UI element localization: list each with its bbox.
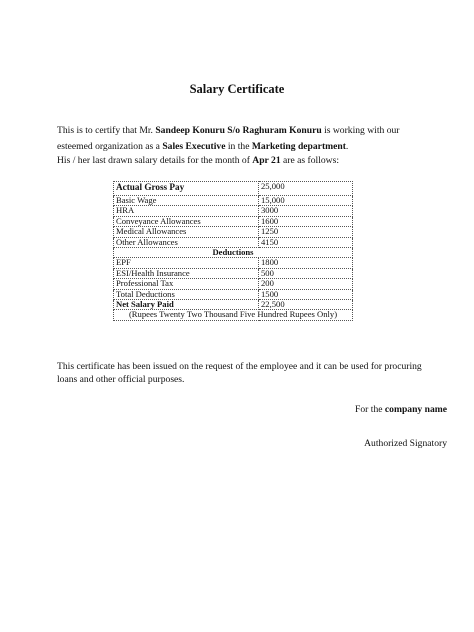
- earning-row: [114, 216, 353, 226]
- gross-row: [114, 182, 353, 196]
- earning-label: Conveyance Allowances: [114, 216, 259, 226]
- gross-value: 25,000: [259, 182, 353, 196]
- amount-in-words-row: [114, 310, 353, 320]
- earning-row: [114, 227, 353, 237]
- designation: Sales Executive: [162, 141, 226, 152]
- document-title: Salary Certificate: [189, 82, 285, 96]
- deductions-header: Deductions: [114, 248, 353, 258]
- salary-month: Apr 21: [252, 155, 281, 166]
- net-label: Net Salary Paid: [114, 300, 259, 310]
- department: Marketing department: [251, 141, 346, 152]
- employee-name: Sandeep Konuru S/o Raghuram Konuru: [155, 125, 322, 136]
- salary-table: [113, 181, 353, 321]
- deduction-row: [114, 268, 353, 278]
- net-row: [114, 300, 353, 310]
- deduction-value: 500: [259, 268, 353, 278]
- deduction-value: 200: [259, 279, 353, 289]
- company-name: company name: [384, 404, 447, 415]
- intro-text: esteemed organization as a: [57, 141, 163, 152]
- earning-label: Medical Allowances: [114, 227, 259, 237]
- deduction-value: 1500: [259, 289, 353, 299]
- earning-value: 1250: [259, 227, 353, 237]
- earning-value: 3000: [259, 206, 353, 216]
- earning-value: 1600: [259, 216, 353, 226]
- deduction-label: EPF: [114, 258, 259, 268]
- intro-text: This is to certify that Mr.: [57, 125, 156, 136]
- earning-value: 15,000: [259, 196, 353, 206]
- deduction-row: [114, 279, 353, 289]
- deduction-value: 1800: [259, 258, 353, 268]
- earning-value: 4150: [259, 237, 353, 247]
- intro-text: is working with our: [321, 125, 400, 136]
- closing-line-1: This certificate has been issued on the request of the employee and it can be used for procuring: [57, 361, 422, 372]
- deductions-header-row: [114, 248, 353, 258]
- earning-row: [114, 237, 353, 247]
- earning-row: [114, 196, 353, 206]
- net-value: 22,500: [259, 300, 353, 310]
- amount-in-words: (Rupees Twenty Two Thousand Five Hundred Rupees Only): [114, 310, 353, 320]
- intro-text: His / her last drawn salary details for the month of: [57, 155, 253, 166]
- earning-row: [114, 206, 353, 216]
- signoff-text: For the: [355, 404, 385, 415]
- deduction-label: ESI/Health Insurance: [114, 268, 259, 278]
- earning-label: Other Allowances: [114, 237, 259, 247]
- intro-line-1: [57, 124, 400, 137]
- intro-line-2: [57, 140, 348, 153]
- deduction-row: [114, 258, 353, 268]
- authorized-signatory: Authorized Signatory: [364, 438, 447, 449]
- intro-text: are as follows:: [280, 155, 339, 166]
- earning-label: HRA: [114, 206, 259, 216]
- earning-label: Basic Wage: [114, 196, 259, 206]
- deduction-row: [114, 289, 353, 299]
- intro-text: .: [345, 141, 349, 152]
- company-signoff: [355, 404, 447, 415]
- gross-label: Actual Gross Pay: [114, 182, 259, 196]
- deduction-label: Professional Tax: [114, 279, 259, 289]
- intro-line-3: [57, 154, 339, 167]
- deduction-label: Total Deductions: [114, 289, 259, 299]
- closing-line-2: loans and other official purposes.: [57, 374, 185, 385]
- intro-text: in the: [225, 141, 252, 152]
